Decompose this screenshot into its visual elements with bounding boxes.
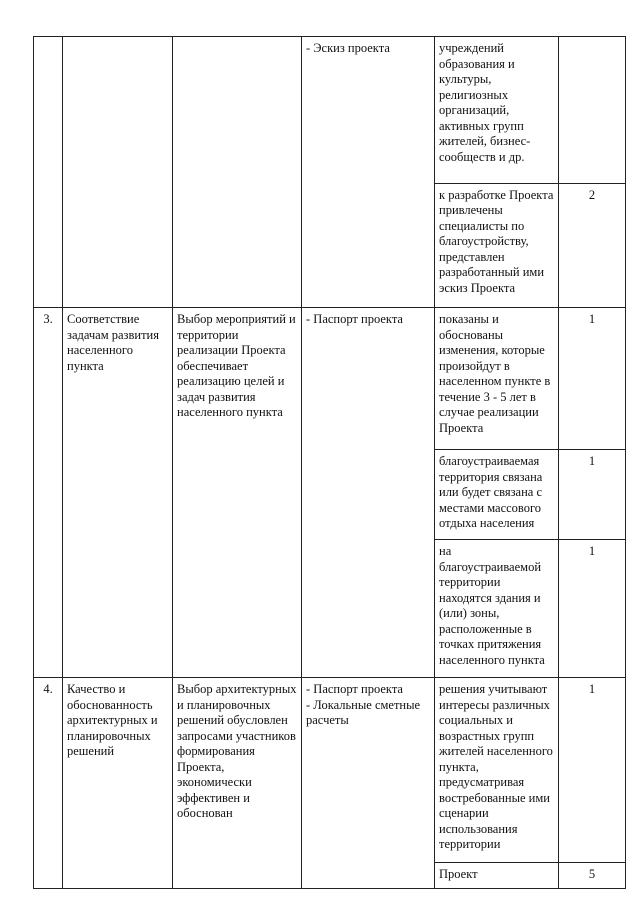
table-row (34, 308, 626, 450)
condition-cell: учреждений образования и культуры, религиозных организаций, активных групп жителей, бизнес-сообществ и др. (435, 37, 559, 184)
score-cell: 1 (559, 678, 626, 863)
condition-cell: решения учитывают интересы различных социальных и возрастных групп жителей населенного пункта, предусматривая востребованные ими сценарии использования территории (435, 678, 559, 863)
row-number-cell: 3. (34, 308, 63, 678)
condition-cell: на благоустраиваемой территории находятся здания и (или) зоны, расположенные в точках притяжения населенного пункта (435, 540, 559, 678)
condition-cell: к разработке Проекта привлечены специалисты по благоустройству, представлен разработанный ими эскиз Проекта (435, 183, 559, 307)
indicator-cell (173, 37, 302, 308)
indicator-cell: Выбор мероприятий и территории реализации Проекта обеспечивает реализацию целей и задач развития населенного пункта (173, 308, 302, 678)
documents-cell (302, 678, 435, 889)
document-item: - Эскиз проекта (306, 41, 390, 55)
score-cell: 5 (559, 863, 626, 889)
criteria-table (33, 36, 626, 889)
condition-cell: показаны и обоснованы изменения, которые произойдут в населенном пункте в течение 3 - 5 лет в случае реализации Проекта (435, 308, 559, 450)
score-cell: 2 (559, 183, 626, 307)
criterion-cell: Соответствие задачам развития населенного пункта (63, 308, 173, 678)
document-item: - Локальные сметные расчеты (306, 697, 421, 727)
table-row (34, 37, 626, 184)
score-cell (559, 37, 626, 184)
score-cell: 1 (559, 308, 626, 450)
criterion-cell: Качество и обоснованность архитектурных и планировочных решений (63, 678, 173, 889)
documents-cell (302, 308, 435, 678)
row-number-cell (34, 37, 63, 308)
condition-cell: Проект (435, 863, 559, 889)
table-row (34, 678, 626, 863)
document-item: - Паспорт проекта (306, 312, 403, 326)
documents-cell (302, 37, 435, 308)
row-number-cell: 4. (34, 678, 63, 889)
indicator-cell: Выбор архитектурных и планировочных решений обусловлен запросами участников формирования Проекта, экономически эффективен и обоснован (173, 678, 302, 889)
document-item: - Паспорт проекта (306, 682, 403, 696)
condition-cell: благоустраиваемая территория связана или будет связана с местами массового отдыха населения (435, 450, 559, 540)
score-cell: 1 (559, 450, 626, 540)
score-cell: 1 (559, 540, 626, 678)
criterion-cell (63, 37, 173, 308)
